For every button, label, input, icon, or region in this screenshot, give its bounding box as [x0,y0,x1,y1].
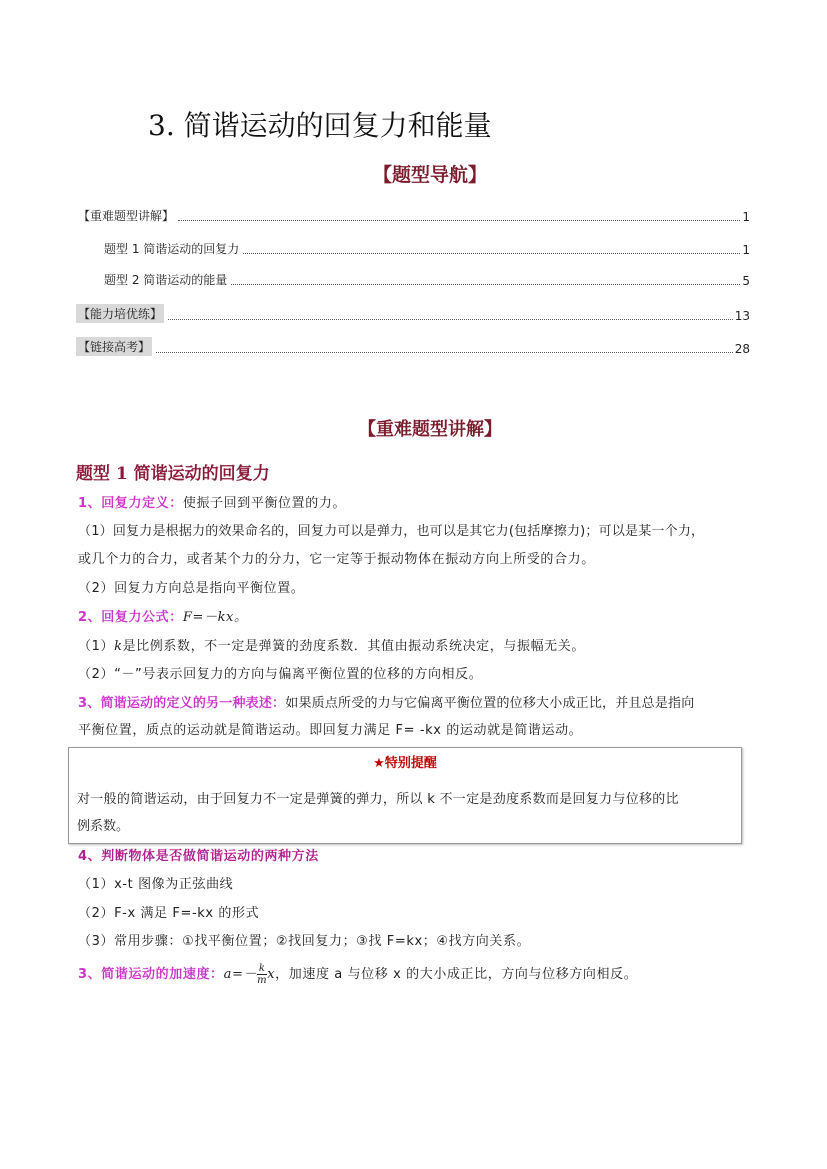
toc-label: 题型 2 简谐运动的能量 [104,273,228,287]
toc-entry[interactable] [76,304,750,323]
toc-page: 5 [742,274,750,288]
numerator: k [258,963,266,974]
toc-label: 【能力培优练】 [76,304,164,323]
toc-entry[interactable] [78,207,750,224]
text: ，加速度 a 与位移 x 的大小成正比，方向与位移方向相反。 [275,967,638,982]
fraction [257,963,267,986]
toc-label: 题型 1 简谐运动的回复力 [104,242,240,256]
paragraph: （1）回复力是根据力的效果命名的，回复力可以是弹力，也可以是其它力(包括摩擦力)；可以是某一个力， [78,524,705,539]
toc-entry[interactable] [104,240,750,257]
paragraph: 或几个力的合力，或者某个力的分力，它一定等于振动物体在振动方向上所受的合力。 [78,552,595,567]
document-title: 3. 简谐运动的回复力和能量 [148,109,492,142]
toc-entry[interactable] [76,337,750,356]
reminder-title: ★特别提醒 [373,756,437,771]
paragraph: （2）回复力方向总是指向平衡位置。 [78,581,305,596]
toc-page: 1 [742,210,750,224]
toc-entry[interactable] [104,271,750,288]
variable: x [267,967,276,982]
reminder-box [68,747,742,844]
text: 使振子回到平衡位置的力。 [182,496,347,511]
label: 2、回复力公式： [78,610,183,625]
paragraph [78,492,346,511]
text: 如果质点所受的力与它偏离平衡位置的位移大小成正比，并且总是指向 [285,696,695,711]
paragraph: 平衡位置，质点的运动就是简谐运动。即回复力满足 F= -kx 的运动就是简谐运动。 [78,723,583,738]
toc-label: 【链接高考】 [76,337,152,356]
label: 3、简谐运动的加速度： [78,967,224,982]
denominator: m [257,975,268,986]
formula: a=－ [223,967,258,982]
toc-label: 【重难题型讲解】 [78,209,175,223]
paragraph [78,606,248,625]
topic-heading: 题型 1 简谐运动的回复力 [76,464,270,484]
paragraph: （1）x-t 图像为正弦曲线 [78,877,234,892]
reminder-text: 例系数。 [77,819,130,834]
paragraph [78,692,694,711]
section-heading: 【重难题型讲解】 [358,419,502,440]
toc-heading: 【题型导航】 [372,164,487,186]
paragraph: （2）“－”号表示回复力的方向与偏离平衡位置的位移的方向相反。 [78,667,483,682]
paragraph: （2）F-x 满足 F=-kx 的形式 [78,906,260,921]
text: 是比例系数，不一定是弹簧的劲度系数．其值由振动系统决定，与振幅无关。 [122,639,585,654]
paragraph [78,845,319,864]
paragraph [78,635,585,654]
formula: F=－kx。 [182,610,248,625]
toc-page: 28 [734,342,750,356]
text: （1） [78,639,115,654]
variable: k [114,639,123,654]
label: 1、回复力定义： [78,496,183,511]
reminder-text: 对一般的简谐运动，由于回复力不一定是弹簧的弹力，所以 k 不一定是劲度系数而是回复力与位移的比 [77,792,679,807]
paragraph: （3）常用步骤：①找平衡位置；②找回复力；③找 F=kx；④找方向关系。 [78,934,531,949]
toc-page: 13 [734,309,750,323]
paragraph [78,958,637,992]
toc-page: 1 [742,243,750,257]
label: 4、判断物体是否做简谐运动的两种方法 [78,849,319,864]
label: 3、简谐运动的定义的另一种表述： [78,696,286,711]
